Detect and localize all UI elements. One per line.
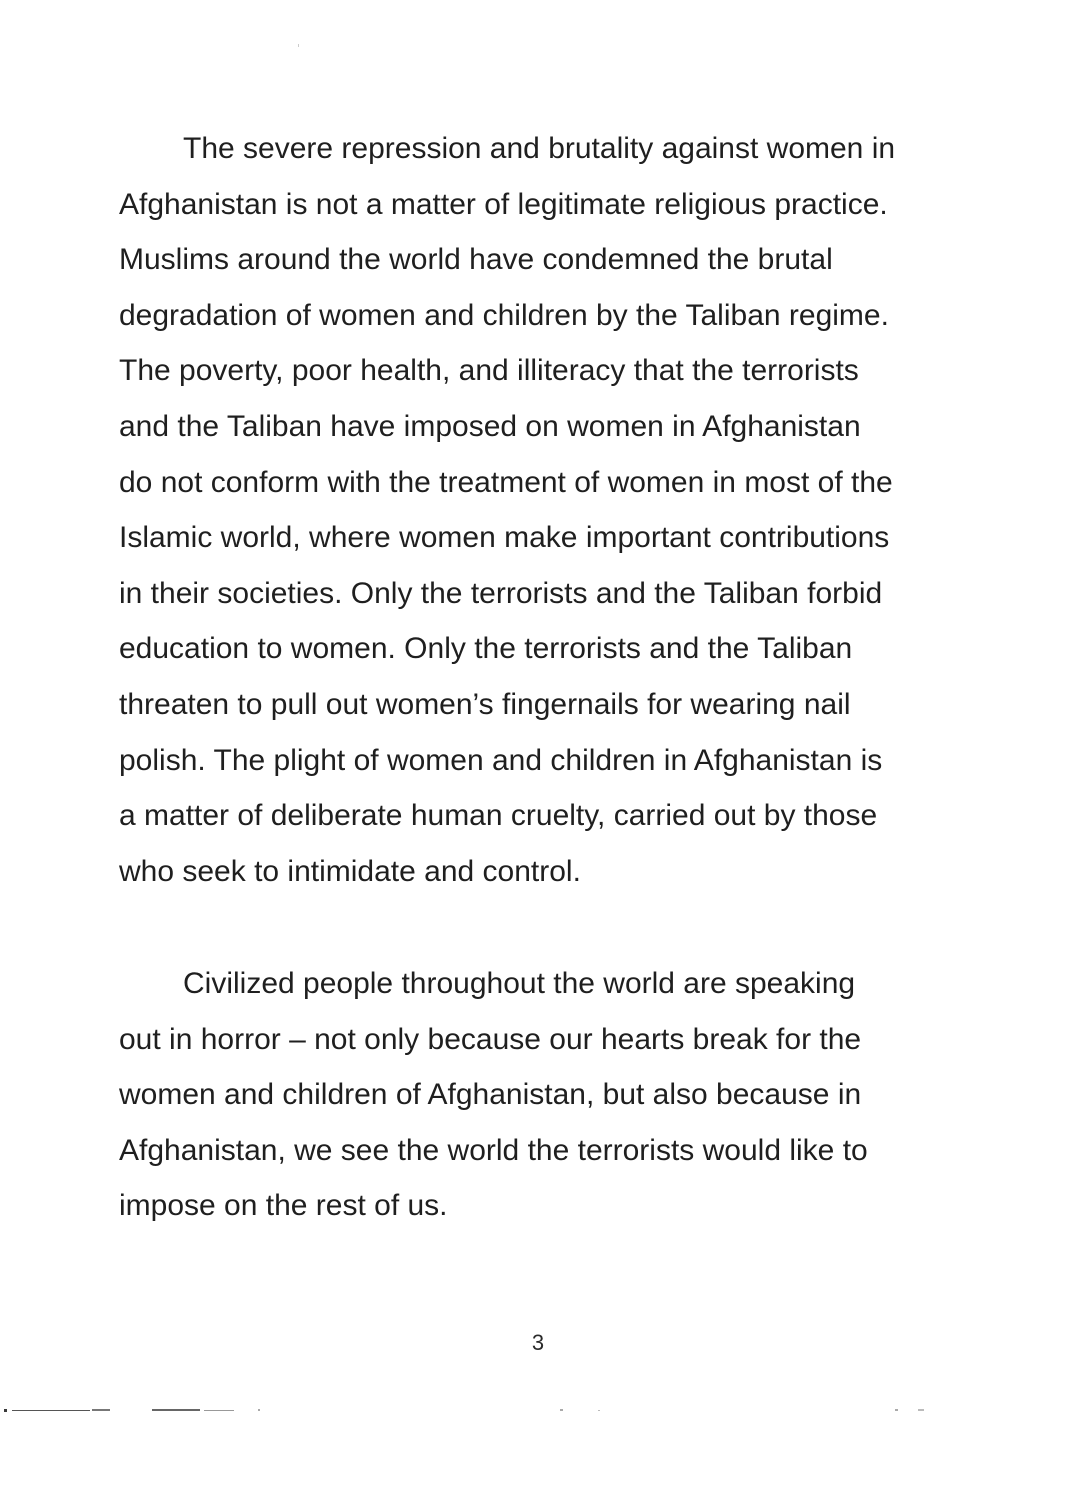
text-line: impose on the rest of us.: [119, 1189, 448, 1223]
text-line: threaten to pull out women’s fingernails for wearing nail: [119, 687, 851, 721]
paragraph-civilized-people: [119, 956, 979, 1234]
text-line: polish. The plight of women and children in Afghanistan is: [119, 743, 883, 777]
paragraph-women-afghanistan: [119, 121, 979, 899]
scan-artifact: [258, 1409, 260, 1411]
text-line: and the Taliban have imposed on women in Afghanistan: [119, 409, 861, 443]
text-line: do not conform with the treatment of women in most of the: [119, 465, 893, 499]
text-line: Islamic world, where women make important contributions: [119, 521, 890, 555]
text-line: Afghanistan is not a matter of legitimate religious practice.: [119, 187, 888, 221]
text-line: The severe repression and brutality against women in: [183, 132, 896, 165]
text-line: Afghanistan, we see the world the terrorists would like to: [119, 1133, 868, 1167]
scan-artifact: [12, 1410, 90, 1411]
text-line: a matter of deliberate human cruelty, carried out by those: [119, 799, 878, 833]
text-line: Civilized people throughout the world are speaking: [183, 967, 856, 1000]
text-line: Muslims around the world have condemned the brutal: [119, 243, 833, 277]
scan-artifact: [152, 1409, 200, 1411]
text-line: degradation of women and children by the Taliban regime.: [119, 298, 889, 332]
text-line: women and children of Afghanistan, but also because in: [119, 1078, 862, 1112]
scan-artifact: [92, 1409, 110, 1411]
scan-artifact: [895, 1409, 898, 1411]
page-number: 3: [531, 1330, 545, 1355]
text-line: out in horror – not only because our hearts break for the: [119, 1022, 862, 1056]
text-line: education to women. Only the terrorists and the Taliban: [119, 632, 853, 666]
scan-artifact: [560, 1409, 563, 1411]
text-line: in their societies. Only the terrorists and the Taliban forbid: [119, 576, 883, 610]
scan-artifact: [298, 44, 299, 47]
scan-artifact: [204, 1410, 234, 1411]
scan-artifact: [598, 1410, 600, 1411]
text-line: who seek to intimidate and control.: [119, 854, 581, 888]
scan-artifact: [918, 1409, 924, 1411]
scan-artifact: [4, 1409, 7, 1412]
text-line: The poverty, poor health, and illiteracy that the terrorists: [119, 354, 859, 388]
